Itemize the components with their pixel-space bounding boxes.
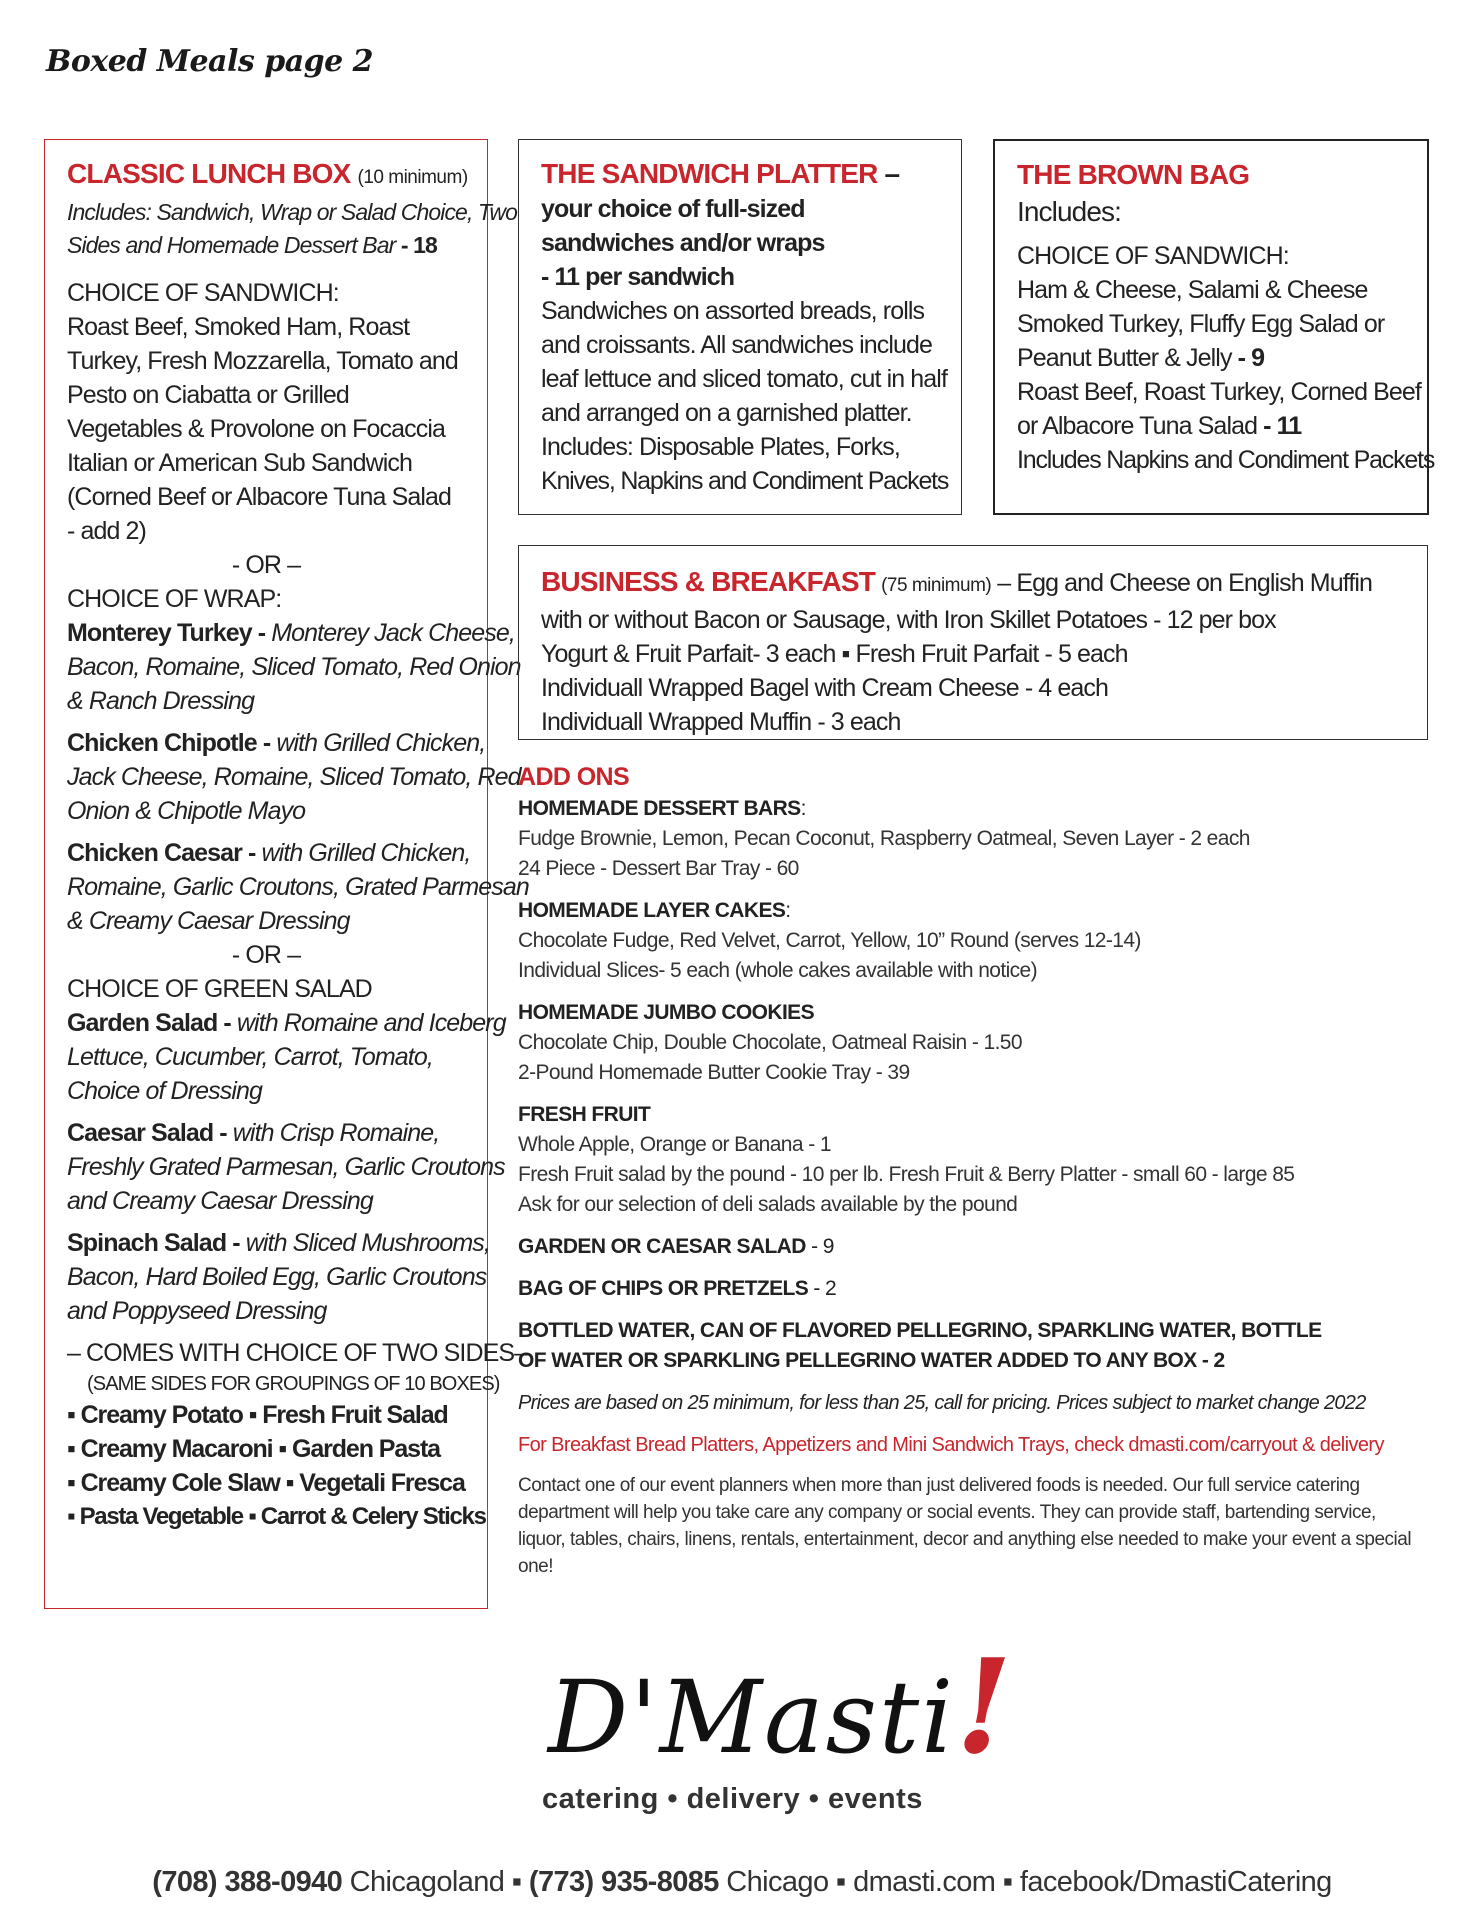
addons-line: Fudge Brownie, Lemon, Pecan Coconut, Raspberry Oatmeal, Seven Layer - 2 each [518, 827, 1250, 850]
footer-area: Chicago ▪ dmasti.com ▪ facebook/DmastiCatering [718, 1866, 1332, 1898]
classic-sandwich-line: Italian or American Sub Sandwich [67, 449, 413, 477]
brownbag-sandwich-heading: CHOICE OF SANDWICH: [1017, 242, 1289, 270]
page-heading: Boxed Meals page 2 [46, 44, 374, 79]
logo-tagline: catering • delivery • events [542, 1783, 923, 1815]
phone-chicago[interactable]: (773) 935-8085 [528, 1866, 719, 1898]
business-breakfast-panel [518, 545, 1428, 740]
wrap-item [67, 726, 487, 760]
logo-wordmark [548, 1630, 1014, 1783]
wrap-item [67, 836, 487, 870]
platter-bold-line: your choice of full-sized [541, 195, 805, 223]
pricing-note: Prices are based on 25 minimum, for less than 25, call for pricing. Prices subject to market change 2022 [518, 1392, 1366, 1414]
addons-line: Ask for our selection of deli salads available by the pound [518, 1193, 1018, 1216]
classic-sandwich-line: (Corned Beef or Albacore Tuna Salad [67, 483, 452, 511]
salad-desc: with Sliced Mushrooms, [245, 1229, 490, 1257]
addons-line: Individual Slices- 5 each (whole cakes available with notice) [518, 959, 1038, 982]
classic-sandwich-line: Vegetables & Provolone on Focaccia [67, 415, 445, 443]
addons-colon: : [800, 797, 806, 820]
wrap-desc: Onion & Chipotle Mayo [67, 797, 306, 825]
platter-line: and croissants. All sandwiches include [541, 331, 933, 359]
wrap-desc: Jack Cheese, Romaine, Sliced Tomato, Red [67, 763, 521, 791]
brownbag-line-price [1017, 341, 1427, 375]
salad-name: Caesar Salad - [67, 1119, 227, 1147]
addons-price: - 9 [805, 1235, 834, 1258]
addons-heading: BOTTLED WATER, CAN OF FLAVORED PELLEGRINO, SPARKLING WATER, BOTTLE [518, 1319, 1322, 1342]
wrap-name: Chicken Chipotle - [67, 729, 271, 757]
footer-contact [0, 1866, 1484, 1899]
salad-name: Garden Salad - [67, 1009, 231, 1037]
addons-price: - 2 [808, 1277, 837, 1300]
or-divider: - OR – [231, 551, 301, 579]
salad-desc: Choice of Dressing [67, 1077, 263, 1105]
brownbag-line: or Albacore Tuna Salad [1017, 412, 1258, 440]
logo-exclaim: ! [955, 1630, 1015, 1783]
addons-heading-line [518, 896, 1448, 926]
breakfast-line: with or without Bacon or Sausage, with Iron Skillet Potatoes - 12 per box [541, 606, 1276, 634]
wrap-desc: Monterey Jack Cheese, [271, 619, 515, 647]
addons-line: 24 Piece - Dessert Bar Tray - 60 [518, 857, 799, 880]
classic-sandwich-line: Pesto on Ciabatta or Grilled [67, 381, 349, 409]
addons-title: ADD ONS [518, 763, 630, 791]
addons-heading: HOMEMADE LAYER CAKES [518, 899, 786, 922]
salad-item [67, 1006, 506, 1040]
phone-chicagoland[interactable]: (708) 388-0940 [152, 1866, 343, 1898]
sides-line: ▪ Creamy Potato ▪ Fresh Fruit Salad [67, 1401, 448, 1429]
classic-lunch-box-panel [44, 139, 529, 1609]
classic-sandwich-line: Roast Beef, Smoked Ham, Roast [67, 313, 410, 341]
addons-line: Fresh Fruit salad by the pound - 10 per lb. Fresh Fruit & Berry Platter - small 60 - large 85 [518, 1163, 1295, 1186]
brownbag-footer: Includes Napkins and Condiment Packets [1017, 446, 1435, 474]
addons-line: Chocolate Fudge, Red Velvet, Carrot, Yellow, 10” Round (serves 12-14) [518, 929, 1141, 952]
salad-desc: Lettuce, Cucumber, Carrot, Tomato, [67, 1043, 433, 1071]
brownbag-includes: Includes: [1017, 196, 1121, 227]
addons-heading: HOMEMADE JUMBO COOKIES [518, 1001, 814, 1024]
addons-heading: HOMEMADE DESSERT BARS [518, 797, 801, 820]
wrap-item [67, 616, 515, 650]
breakfast-line: – Egg and Cheese on English Muffin [991, 569, 1373, 597]
salad-desc: with Crisp Romaine, [232, 1119, 440, 1147]
wrap-desc: Bacon, Romaine, Sliced Tomato, Red Onion [67, 653, 521, 681]
addons-heading: OF WATER OR SPARKLING PELLEGRINO WATER ADDED TO ANY BOX - 2 [518, 1349, 1225, 1372]
classic-salad-heading: CHOICE OF GREEN SALAD [67, 975, 372, 1003]
breakfast-title-line [541, 564, 1427, 603]
platter-bold-line: sandwiches and/or wraps [541, 229, 825, 257]
salad-item [67, 1226, 490, 1260]
logo-name: D'Masti [548, 1659, 956, 1776]
brownbag-line-price [1017, 409, 1427, 443]
sides-line: ▪ Pasta Vegetable ▪ Carrot & Celery Sticks [67, 1503, 486, 1530]
contact-paragraph: Contact one of our event planners when more than just delivered foods is needed. Our full service catering department will help you take care any company or social events. They can provide staff, bartending service, liquor, tables, chairs, linens, rentals, entertainment, decor and anything else needed to make your event a special one! [518, 1475, 1412, 1577]
wrap-name: Monterey Turkey - [67, 619, 266, 647]
brownbag-price: - 9 [1231, 344, 1265, 372]
sides-subheading: (SAME SIDES FOR GROUPINGS OF 10 BOXES) [87, 1373, 500, 1395]
salad-desc: Freshly Grated Parmesan, Garlic Croutons [67, 1153, 505, 1181]
addons-colon: : [785, 899, 791, 922]
addons-heading: GARDEN OR CAESAR SALAD [518, 1235, 806, 1258]
sides-heading: – COMES WITH CHOICE OF TWO SIDES– [67, 1339, 528, 1367]
platter-line: Sandwiches on assorted breads, rolls [541, 297, 925, 325]
classic-minimum: (10 minimum) [357, 167, 468, 188]
classic-wrap-heading: CHOICE OF WRAP: [67, 585, 282, 613]
salad-desc: and Creamy Caesar Dressing [67, 1187, 373, 1215]
sides-line: ▪ Creamy Macaroni ▪ Garden Pasta [67, 1435, 440, 1463]
classic-includes-2: Sides and Homemade Dessert Bar [67, 232, 396, 258]
addons-line: Whole Apple, Orange or Banana - 1 [518, 1133, 831, 1156]
classic-includes-1: Includes: Sandwich, Wrap or Salad Choice, Two [67, 199, 517, 225]
salad-name: Spinach Salad - [67, 1229, 240, 1257]
breakfast-title: BUSINESS & BREAKFAST [541, 566, 876, 597]
salad-item [67, 1116, 487, 1150]
classic-includes-2-line [67, 229, 487, 262]
classic-price: - 18 [400, 232, 437, 258]
breakfast-line: Individuall Wrapped Bagel with Cream Cheese - 4 each [541, 674, 1108, 702]
addons-heading-line [518, 794, 1448, 824]
wrap-desc: with Grilled Chicken, [261, 839, 471, 867]
addons-line: 2-Pound Homemade Butter Cookie Tray - 39 [518, 1061, 910, 1084]
platter-line: Includes: Disposable Plates, Forks, [541, 433, 900, 461]
addons-line: Chocolate Chip, Double Chocolate, Oatmeal Raisin - 1.50 [518, 1031, 1022, 1054]
classic-sandwich-heading: CHOICE OF SANDWICH: [67, 279, 339, 307]
brownbag-line: Smoked Turkey, Fluffy Egg Salad or [1017, 310, 1385, 338]
salad-desc: and Poppyseed Dressing [67, 1297, 327, 1325]
platter-bold-line: - 11 per sandwich [541, 263, 735, 291]
platter-line: Knives, Napkins and Condiment Packets [541, 467, 949, 495]
platter-title-line [541, 156, 961, 192]
addons-heading: FRESH FRUIT [518, 1103, 651, 1126]
breakfast-minimum: (75 minimum) [881, 575, 992, 596]
wrap-desc: with Grilled Chicken, [276, 729, 486, 757]
or-divider: - OR – [231, 941, 301, 969]
wrap-desc: & Creamy Caesar Dressing [67, 907, 350, 935]
breakfast-line: Yogurt & Fruit Parfait- 3 each ▪ Fresh Fruit Parfait - 5 each [541, 640, 1128, 668]
breakfast-line: Individuall Wrapped Muffin - 3 each [541, 708, 901, 736]
wrap-desc: Romaine, Garlic Croutons, Grated Parmesan [67, 873, 529, 901]
addons-heading: BAG OF CHIPS OR PRETZELS [518, 1277, 809, 1300]
dmasti-logo [528, 1620, 1015, 1830]
platter-line: leaf lettuce and sliced tomato, cut in half [541, 365, 948, 393]
brownbag-price: - 11 [1257, 412, 1302, 440]
sandwich-platter-panel [518, 139, 962, 515]
classic-sandwich-line: - add 2) [67, 517, 146, 545]
add-ons-section [518, 760, 1448, 1580]
brownbag-line: Ham & Cheese, Salami & Cheese [1017, 276, 1368, 304]
addons-heading-line [518, 1274, 1448, 1304]
brownbag-line: Roast Beef, Roast Turkey, Corned Beef [1017, 378, 1421, 406]
platter-line: and arranged on a garnished platter. [541, 399, 912, 427]
salad-desc: Bacon, Hard Boiled Egg, Garlic Croutons [67, 1263, 487, 1291]
platter-dash: – [877, 158, 900, 189]
platter-title: THE SANDWICH PLATTER [541, 158, 878, 189]
classic-title-line [67, 156, 487, 196]
brownbag-line: Peanut Butter & Jelly [1017, 344, 1232, 372]
sides-line: ▪ Creamy Cole Slaw ▪ Vegetali Fresca [67, 1469, 465, 1497]
brownbag-title: THE BROWN BAG [1017, 159, 1250, 190]
breakfast-platters-note: For Breakfast Bread Platters, Appetizers and Mini Sandwich Trays, check dmasti.com/carryout & delivery [518, 1434, 1384, 1456]
addons-heading-line [518, 1232, 1448, 1262]
wrap-name: Chicken Caesar - [67, 839, 256, 867]
brown-bag-panel [993, 139, 1435, 515]
classic-title: CLASSIC LUNCH BOX [67, 158, 351, 189]
wrap-desc: & Ranch Dressing [67, 687, 255, 715]
classic-sandwich-line: Turkey, Fresh Mozzarella, Tomato and [67, 347, 458, 375]
salad-desc: with Romaine and Iceberg [236, 1009, 506, 1037]
footer-area: Chicagoland ▪ [342, 1866, 529, 1898]
